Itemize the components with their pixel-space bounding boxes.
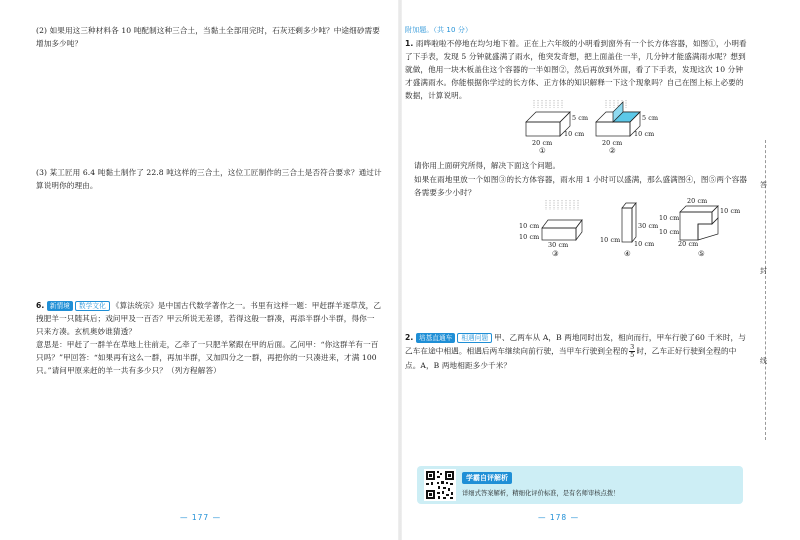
fig2-width-label: 10 cm <box>634 130 655 138</box>
question-1-followup: 如果在雨地里放一个如图③的长方体容器，雨水用 1 小时可以盛满，那么盛满图④，图⑤两个容器各需要多少小时？ <box>414 175 748 197</box>
bonus-question-1 <box>405 37 747 102</box>
bonus-header: 附加题。（共 10 分） <box>405 26 473 34</box>
banner-text: 详细式答案解析，精细化评价标准，是有名师审核点拨！ <box>462 490 620 497</box>
page-number-left: — 177 — <box>180 513 222 522</box>
fraction-three-fifths: $\frac{3}{5}$ <box>630 343 635 359</box>
question-6 <box>36 299 382 377</box>
banner-title: 学霸自评解析 <box>462 472 512 484</box>
meeting-problem-tag: 相遇问题 <box>457 333 492 343</box>
question-1-lead: 请你用上面研究所得，解决下面这个问题。 <box>414 161 561 170</box>
question-2-number: 2. <box>405 333 414 342</box>
question-2-text: (2) 如果用这三种材料各 10 吨配制这种三合土，当黏土全部用完时，石灰还剩多少吨？中途细砂需要增加多少吨？ <box>36 26 380 48</box>
fig5-label-b: 10 cm <box>659 228 680 236</box>
fig2-height-label: 5 cm <box>642 114 659 122</box>
page-number-right: — 178 — <box>538 513 580 522</box>
fig1-id: ① <box>539 146 546 155</box>
box-figure-4 <box>622 203 636 242</box>
question-1-number: 1. <box>405 39 414 48</box>
fig3-label-b: 10 cm <box>519 233 540 241</box>
question-3-text: (3) 某工匠用 6.4 吨黏土制作了 22.8 吨这样的三合土，这位工匠制作的三合土是否符合要求？通过计算说明你的理由。 <box>36 168 382 190</box>
fig3-label-l: 30 cm <box>548 241 569 249</box>
question-1-text: 雨哗啦啦不停地在均匀地下着。正在上六年级的小明看到窗外有一个长方体容器，如图①，小明看了下手表，发现 5 分钟就盛满了雨水，他突发奇想，把上面盖住一半，几分钟才能盛满雨水呢？想到就做，他用一块木板盖住这个容器的一半如图②，然后再放到外面，看了下手表，发现这次 10 分钟才盛满雨水。你能根据你学过的长方体、正方体的知识解释一下这个现象吗？自己在图上标上必要的数据，计算说明。 <box>405 39 747 100</box>
new-context-tag: 新情境 <box>47 301 73 311</box>
question-2-part3 <box>36 166 382 192</box>
fig4-label-b: 10 cm <box>634 240 655 248</box>
fig5-id: ⑤ <box>698 249 705 258</box>
right-page <box>400 0 800 540</box>
fig3-id: ③ <box>552 249 559 258</box>
question-6-text: 《算法统宗》是中国古代数学著作之一。书里有这样一题：甲赶群羊逐草茂，乙拽肥羊一只随其后；戏问甲及一百否？甲云所说无差谬，若得这般一群凑，再添半群小半群，得你一只来方凑。玄机奥妙谁猜透？ <box>36 301 382 336</box>
bonus-question-2 <box>405 331 747 372</box>
fig2-id: ② <box>609 146 616 155</box>
question-2-text-a: 甲、乙两车从 A，B 两地同时出发，相向而行，甲车行驶了60 千米时，与乙车在途中相遇。相遇后两车继续向前行驶，当甲车行驶到全程的 <box>405 333 746 356</box>
fig5-label-c: 20 cm <box>678 240 699 248</box>
fig1-width-label: 10 cm <box>564 130 585 138</box>
question-2-text-b: 时，乙车正好行驶到全程的中点。A，B 两地相距多少千米？ <box>405 346 737 370</box>
box-figure-5 <box>680 206 718 240</box>
question-6-explanation: 意思是：甲赶了一群羊在草地上往前走，乙牵了一只肥羊紧跟在甲的后面。乙问甲：“你这群羊有一百只吗？”甲回答：“如果再有这么一群，再加半群，又加四分之一群，再把你的一只凑进来，才满 100 只。”请问甲原来赶的羊一共有多少只？（列方程解答） <box>36 340 379 375</box>
qr-code-icon[interactable] <box>424 469 456 501</box>
direct-train-tag: 培基直通车 <box>416 333 455 343</box>
fig4-label-h: 30 cm <box>638 222 659 230</box>
box-figure-3 <box>542 220 582 240</box>
binding-char-2: 封 <box>760 267 767 275</box>
fig2-length-label: 20 cm <box>602 139 623 147</box>
fig3-label-a: 10 cm <box>519 222 540 230</box>
fig1-length-label: 20 cm <box>532 139 553 147</box>
question-2-part2 <box>36 24 382 50</box>
question-6-number: 6. <box>36 301 45 310</box>
fig1-height-label: 5 cm <box>572 114 589 122</box>
fig5-label-right: 10 cm <box>720 207 741 215</box>
fig4-label-a: 10 cm <box>600 236 621 244</box>
fig4-id: ④ <box>624 249 631 258</box>
binding-char-1: 答 <box>760 181 767 189</box>
fig5-label-a: 10 cm <box>659 214 680 222</box>
math-culture-tag: 数学文化 <box>75 301 110 311</box>
fig5-label-top: 20 cm <box>687 197 708 205</box>
binding-char-3: 线 <box>760 357 767 365</box>
